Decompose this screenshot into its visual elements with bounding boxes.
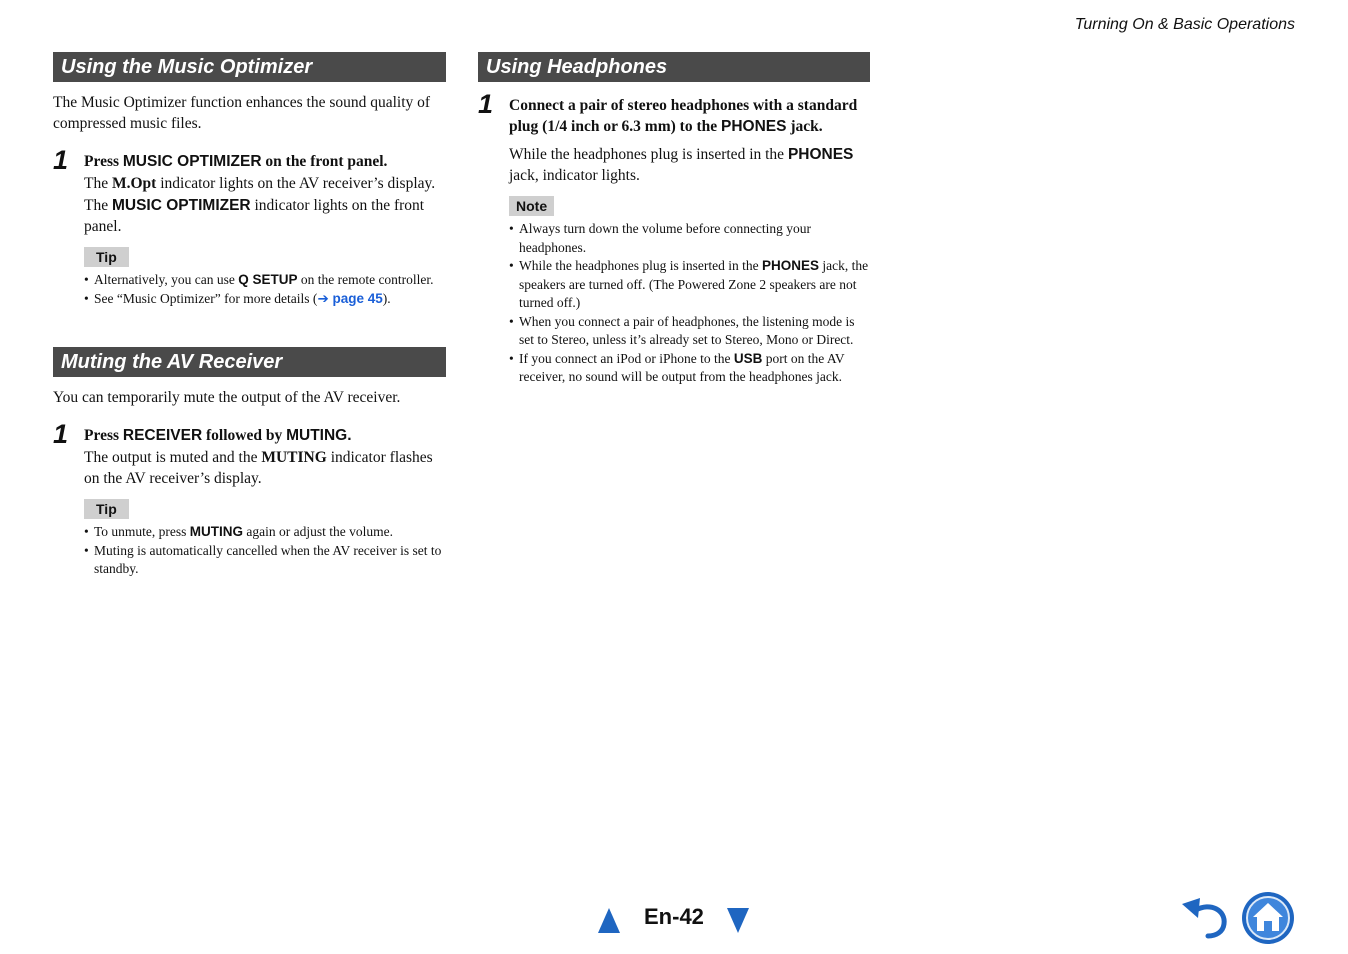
section-heading-muting: Muting the AV Receiver	[53, 347, 446, 377]
list-item: • Muting is automatically cancelled when the AV receiver is set to standby.	[84, 542, 446, 579]
step-body-mopt: The M.Opt indicator lights on the AV receiver’s display.	[84, 175, 436, 192]
step-body-indicator: The MUSIC OPTIMIZER indicator lights on the front panel.	[84, 197, 425, 235]
down-triangle-icon[interactable]	[727, 908, 749, 933]
list-item: • If you connect an iPod or iPhone to the USB port on the AV receiver, no sound will be output from the headphones jack.	[509, 350, 870, 387]
return-arrow-icon[interactable]	[1180, 896, 1230, 940]
tip-label: Tip	[84, 247, 129, 267]
list-item: • To unmute, press MUTING again or adjust the volume.	[84, 523, 446, 542]
step-title: Press MUSIC OPTIMIZER on the front panel.	[84, 153, 388, 170]
left-column	[53, 52, 446, 579]
section-heading-headphones: Using Headphones	[478, 52, 870, 82]
muting-step	[53, 419, 446, 579]
list-item: • Alternatively, you can use Q SETUP on the remote controller.	[84, 271, 446, 290]
step-title: Connect a pair of stereo headphones with a standard plug (1/4 inch or 6.3 mm) to the PHONES jack.	[509, 97, 858, 135]
step-number: 1	[53, 419, 69, 449]
headphones-body: While the headphones plug is inserted in the PHONES jack, indicator lights.	[509, 146, 854, 184]
note-list	[509, 220, 870, 387]
list-item: • While the headphones plug is inserted in the PHONES jack, the speakers are turned off. (The Powered Zone 2 speakers are not turned off.)	[509, 257, 870, 313]
step-title: Press RECEIVER followed by MUTING.	[84, 427, 352, 444]
tip-list	[84, 271, 446, 308]
home-icon[interactable]	[1241, 891, 1295, 945]
page-number: En-42	[644, 904, 704, 929]
running-title: Turning On & Basic Operations	[1074, 16, 1295, 33]
step-number: 1	[478, 89, 494, 119]
step-body-muting: The output is muted and the MUTING indicator flashes on the AV receiver’s display.	[84, 449, 433, 487]
middle-column	[478, 52, 870, 387]
list-item: • Always turn down the volume before connecting your headphones.	[509, 220, 870, 257]
up-triangle-icon[interactable]	[598, 908, 620, 933]
muting-intro: You can temporarily mute the output of the AV receiver.	[53, 389, 401, 406]
note-block	[478, 186, 870, 387]
music-optimizer-intro: The Music Optimizer function enhances the sound quality of compressed music files.	[53, 94, 431, 132]
section-heading-music-optimizer: Using the Music Optimizer	[53, 52, 446, 82]
music-optimizer-step	[53, 145, 446, 308]
list-item: • See “Music Optimizer” for more details (➔ page 45).	[84, 290, 446, 309]
note-label: Note	[509, 196, 554, 216]
page-navigation	[596, 902, 756, 936]
headphones-step	[478, 89, 870, 137]
list-item: • When you connect a pair of headphones, the listening mode is set to Stereo, unless it’s already set to Stereo, Mono or Direct.	[509, 313, 870, 350]
tip-list	[84, 523, 446, 579]
page-45-link[interactable]: ➔ page 45	[317, 290, 383, 306]
tip-label: Tip	[84, 499, 129, 519]
step-number: 1	[53, 145, 69, 175]
